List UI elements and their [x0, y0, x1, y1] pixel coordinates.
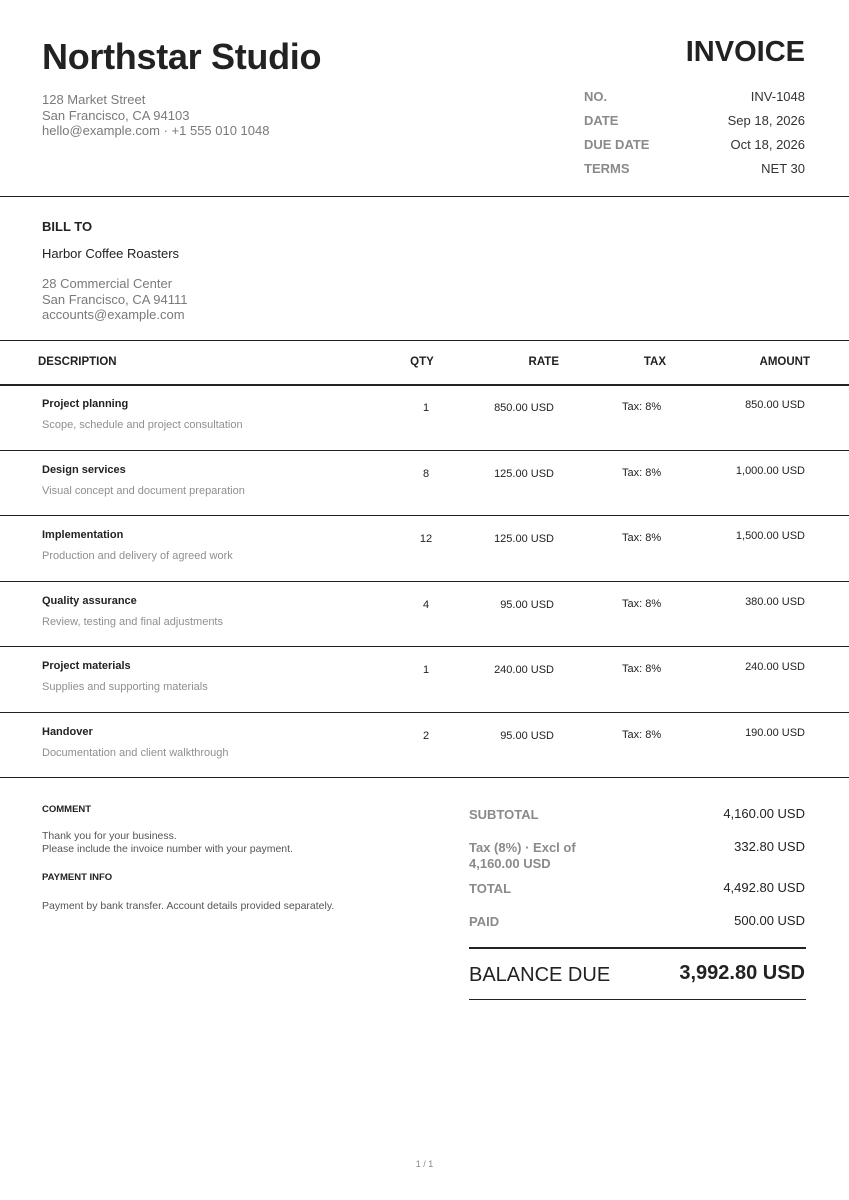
item-qty: 8 — [422, 467, 430, 480]
subtotal-label: SUBTOTAL — [469, 807, 539, 822]
item-amount: 850.00 USD — [745, 399, 805, 411]
item-qty: 12 — [419, 533, 433, 545]
payment-info-text: Payment by bank transfer. Account details provided separately. — [42, 900, 335, 912]
item-amount: 1,500.00 USD — [735, 530, 805, 542]
item-rate: 125.00 USD — [494, 467, 554, 480]
invoice-date: Sep 18, 2026 — [727, 112, 805, 128]
comment-line: Please include the invoice number with your payment. — [42, 843, 293, 855]
table-row — [0, 385, 849, 451]
item-title: Implementation — [42, 529, 124, 541]
balance-due-value: 3,992.80 USD — [679, 962, 805, 984]
item-description: Review, testing and final adjustments — [42, 615, 223, 628]
item-qty: 1 — [422, 664, 430, 676]
table-row — [0, 516, 849, 582]
company-address-line1: 128 Market Street — [42, 92, 146, 107]
comment-text — [42, 830, 293, 856]
invoice-meta — [584, 84, 805, 180]
meta-row-number — [584, 84, 805, 108]
item-rate: 125.00 USD — [494, 533, 554, 545]
table-row — [0, 451, 849, 517]
bill-to-label: BILL TO — [42, 219, 93, 234]
company-name: Northstar Studio — [42, 36, 322, 77]
item-qty: 4 — [422, 598, 430, 611]
divider — [0, 340, 849, 341]
item-amount: 240.00 USD — [745, 661, 805, 673]
meta-row-date — [584, 108, 805, 132]
item-tax: Tax: 8% — [622, 466, 662, 479]
item-rate: 240.00 USD — [494, 664, 554, 676]
item-title: Design services — [42, 463, 126, 476]
item-title: Quality assurance — [42, 594, 137, 607]
item-title: Project planning — [42, 398, 129, 410]
client-address — [42, 276, 188, 323]
meta-row-due-date — [584, 132, 805, 156]
client-email: accounts@example.com — [42, 307, 185, 322]
item-description: Production and delivery of agreed work — [42, 550, 233, 562]
item-description: Visual concept and document preparation — [42, 484, 245, 497]
item-rate: 850.00 USD — [494, 402, 554, 414]
meta-key: DATE — [584, 112, 619, 128]
column-header-tax: TAX — [643, 356, 666, 368]
table-row — [0, 713, 849, 779]
item-title: Project materials — [42, 660, 131, 672]
invoice-title: INVOICE — [685, 36, 805, 68]
table-row — [0, 582, 849, 648]
tax-label-line: 4,160.00 USD — [469, 855, 551, 871]
item-description: Supplies and supporting materials — [42, 681, 208, 693]
client-address-line1: 28 Commercial Center — [42, 276, 173, 291]
balance-divider-bottom — [469, 999, 806, 1000]
item-tax: Tax: 8% — [622, 532, 662, 544]
total-label: TOTAL — [469, 881, 512, 896]
meta-key: TERMS — [584, 160, 630, 176]
invoice-number: INV-1048 — [750, 88, 805, 104]
page-number: 1 / 1 — [415, 1159, 434, 1169]
payment-info-label: PAYMENT INFO — [42, 872, 113, 883]
item-amount: 380.00 USD — [745, 595, 805, 608]
item-tax: Tax: 8% — [622, 663, 662, 675]
balance-divider-top — [469, 947, 806, 949]
column-header-rate: RATE — [528, 356, 559, 368]
item-tax: Tax: 8% — [622, 597, 662, 610]
item-description: Documentation and client walkthrough — [42, 746, 229, 759]
item-rate: 95.00 USD — [500, 729, 554, 742]
item-title: Handover — [42, 725, 93, 738]
invoice-terms: NET 30 — [761, 160, 805, 176]
item-description: Scope, schedule and project consultation — [42, 419, 243, 431]
company-address-line2: San Francisco, CA 94103 — [42, 107, 190, 123]
divider — [0, 196, 849, 197]
balance-due-label: BALANCE DUE — [469, 964, 611, 986]
paid-label: PAID — [469, 914, 500, 929]
column-header-description: DESCRIPTION — [38, 356, 117, 368]
meta-row-terms — [584, 156, 805, 180]
column-header-qty: QTY — [410, 356, 434, 368]
item-rate: 95.00 USD — [500, 598, 554, 611]
item-qty: 1 — [422, 402, 430, 414]
column-header-amount: AMOUNT — [759, 356, 810, 368]
company-address — [42, 92, 269, 139]
company-contact: hello@example.com · +1 555 010 1048 — [42, 123, 270, 138]
line-items — [0, 385, 849, 778]
item-tax: Tax: 8% — [622, 728, 662, 741]
meta-key: DUE DATE — [584, 136, 650, 152]
subtotal-value: 4,160.00 USD — [723, 806, 805, 821]
meta-key: NO. — [584, 88, 608, 104]
client-address-line2: San Francisco, CA 94111 — [42, 291, 188, 307]
total-value: 4,492.80 USD — [723, 880, 805, 895]
item-tax: Tax: 8% — [622, 401, 662, 413]
item-amount: 1,000.00 USD — [735, 464, 805, 477]
tax-value: 332.80 USD — [734, 839, 805, 854]
tax-label — [469, 840, 576, 871]
item-amount: 190.00 USD — [745, 726, 805, 739]
comment-label: COMMENT — [42, 804, 92, 815]
tax-label-line: Tax (8%) · Excl of — [469, 840, 576, 855]
invoice-due-date: Oct 18, 2026 — [730, 136, 805, 152]
table-row — [0, 647, 849, 713]
comment-line: Thank you for your business. — [42, 830, 177, 842]
item-qty: 2 — [422, 729, 430, 742]
client-name: Harbor Coffee Roasters — [42, 246, 180, 261]
paid-value: 500.00 USD — [734, 913, 805, 928]
